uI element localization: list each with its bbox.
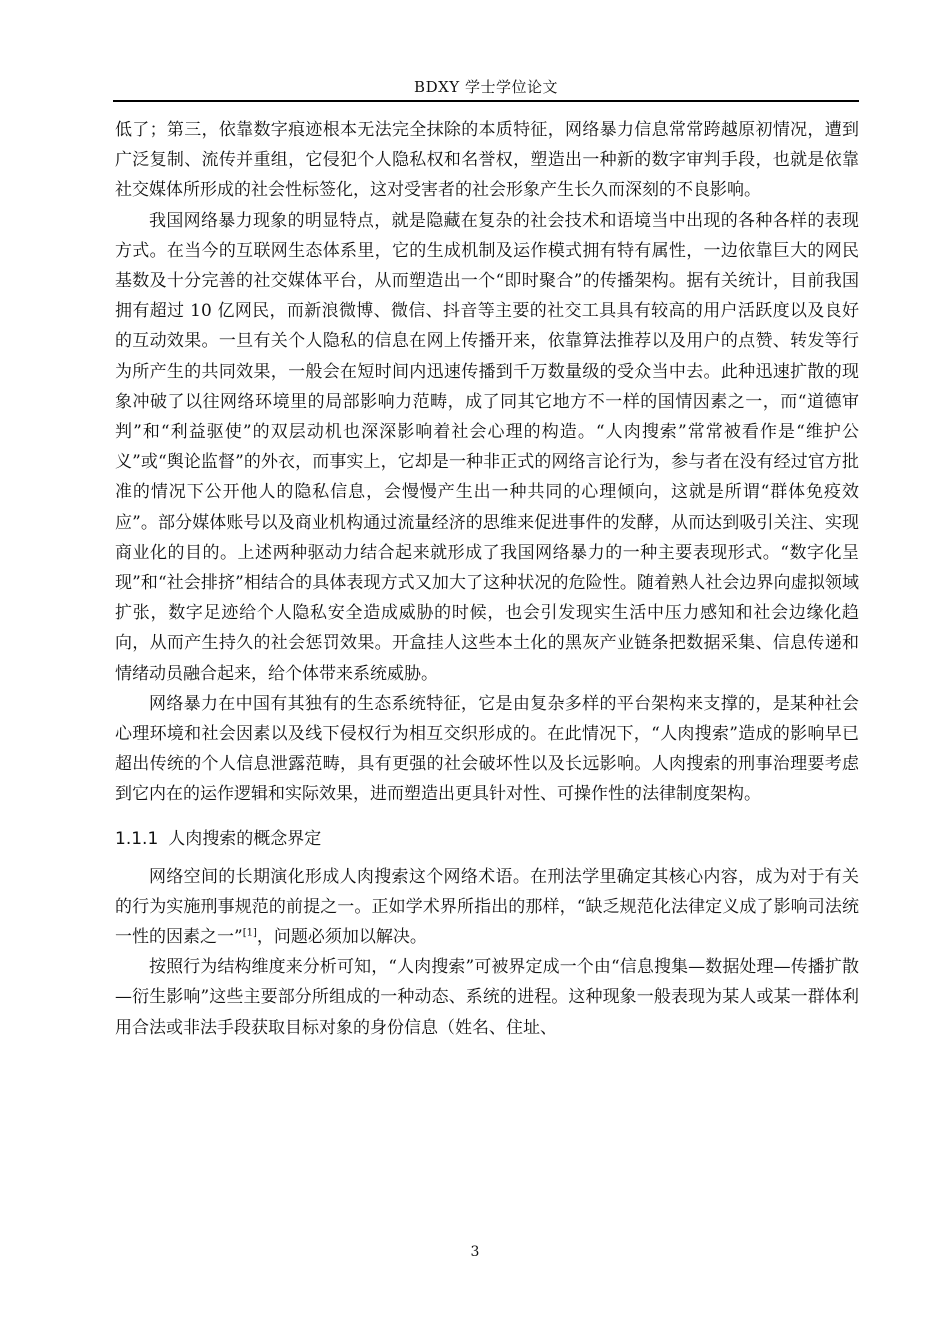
section-heading [115,824,859,854]
running-header: BDXY 学士学位论文 [414,78,558,96]
paragraph-concept-definition [115,862,859,953]
paragraph-continuation: 低了；第三，依靠数字痕迹根本无法完全抹除的本质特征，网络暴力信息常常跨越原初情况，遭到广泛复制、流传并重组，它侵犯个人隐私权和名誉权，塑造出一种新的数字审判手段，也就是依靠社交媒体所形成的社会性标签化，这对受害者的社会形象产生长久而深刻的不良影响。 [115,120,859,201]
page-number: 3 [470,1244,480,1260]
citation-marker[interactable]: [1] [242,927,257,939]
paragraph-text-tail: ，问题必须加以解决。 [256,927,427,948]
page-body [115,115,859,1043]
paragraph-ecosystem: 网络暴力在中国有其独有的生态系统特征，它是由复杂多样的平台架构来支撑的，是某种社会心理环境和社会因素以及线下侵权行为相互交织形成的。在此情况下，“人肉搜索”造成的影响早已超出传统的个人信息泄露范畴，具有更强的社会破坏性以及长远影响。人肉搜索的刑事治理要考虑到它内在的运作逻辑和实际效果，进而塑造出更具针对性、可操作性的法律制度架构。 [115,693,859,805]
section-title: 人肉搜索的概念界定 [168,828,322,849]
paragraph-behavior-structure: 按照行为结构维度来分析可知，“人肉搜索”可被界定成一个由“信息搜集—数据处理—传播扩散—衍生影响”这些主要部分所组成的一种动态、系统的进程。这种现象一般表现为某人或某一群体利用合法或非法手段获取目标对象的身份信息（姓名、住址、 [115,957,859,1038]
header-rule [113,100,859,102]
paragraph-network-violence-features: 我国网络暴力现象的明显特点，就是隐藏在复杂的社会技术和语境当中出现的各种各样的表现方式。在当今的互联网生态体系里，它的生成机制及运作模式拥有特有属性，一边依靠巨大的网民基数及十分完善的社交媒体平台，从而塑造出一个“即时聚合”的传播架构。据有关统计，目前我国拥有超过 10 亿网民，而新浪微博、微信、抖音等主要的社交工具具有较高的用户活跃度以及良好的互动效果。一旦有关个人隐私的信息在网上传播开来，依靠算法推荐以及用户的点赞、转发等行为所产生的共同效果，一般会在短时间内迅速传播到千万数量级的受众当中去。此种迅速扩散的现象冲破了以往网络环境里的局部影响力范畴，成了同其它地方不一样的国情因素之一，而“道德审判”和“利益驱使”的双层动机也深深影响着社会心理的构造。“人肉搜索”常常被看作是“维护公义”或“舆论监督”的外衣，而事实上，它却是一种非正式的网络言论行为，参与者在没有经过官方批准的情况下公开他人的隐私信息，会慢慢产生出一种共同的心理倾向，这就是所谓“群体免疫效应”。部分媒体账号以及商业机构通过流量经济的思维来促进事件的发酵，从而达到吸引关注、实现商业化的目的。上述两种驱动力结合起来就形成了我国网络暴力的一种主要表现形式。“数字化呈现”和“社会排挤”相结合的具体表现方式又加大了这种状况的危险性。随着熟人社会边界向虚拟领域扩张，数字足迹给个人隐私安全造成威胁的时候，也会引发现实生活中压力感知和社会边缘化趋向，从而产生持久的社会惩罚效果。开盒挂人这些本土化的黑灰产业链条把数据采集、信息传递和情绪动员融合起来，给个体带来系统威胁。 [115,210,859,684]
section-number: 1.1.1 [115,828,159,849]
paragraph-text: 网络空间的长期演化形成人肉搜索这个网络术语。在刑法学里确定其核心内容，成为对于有关的行为实施刑事规范的前提之一。正如学术界所指出的那样，“缺乏规范化法律定义成了影响司法统一性的因素之一” [115,866,859,948]
